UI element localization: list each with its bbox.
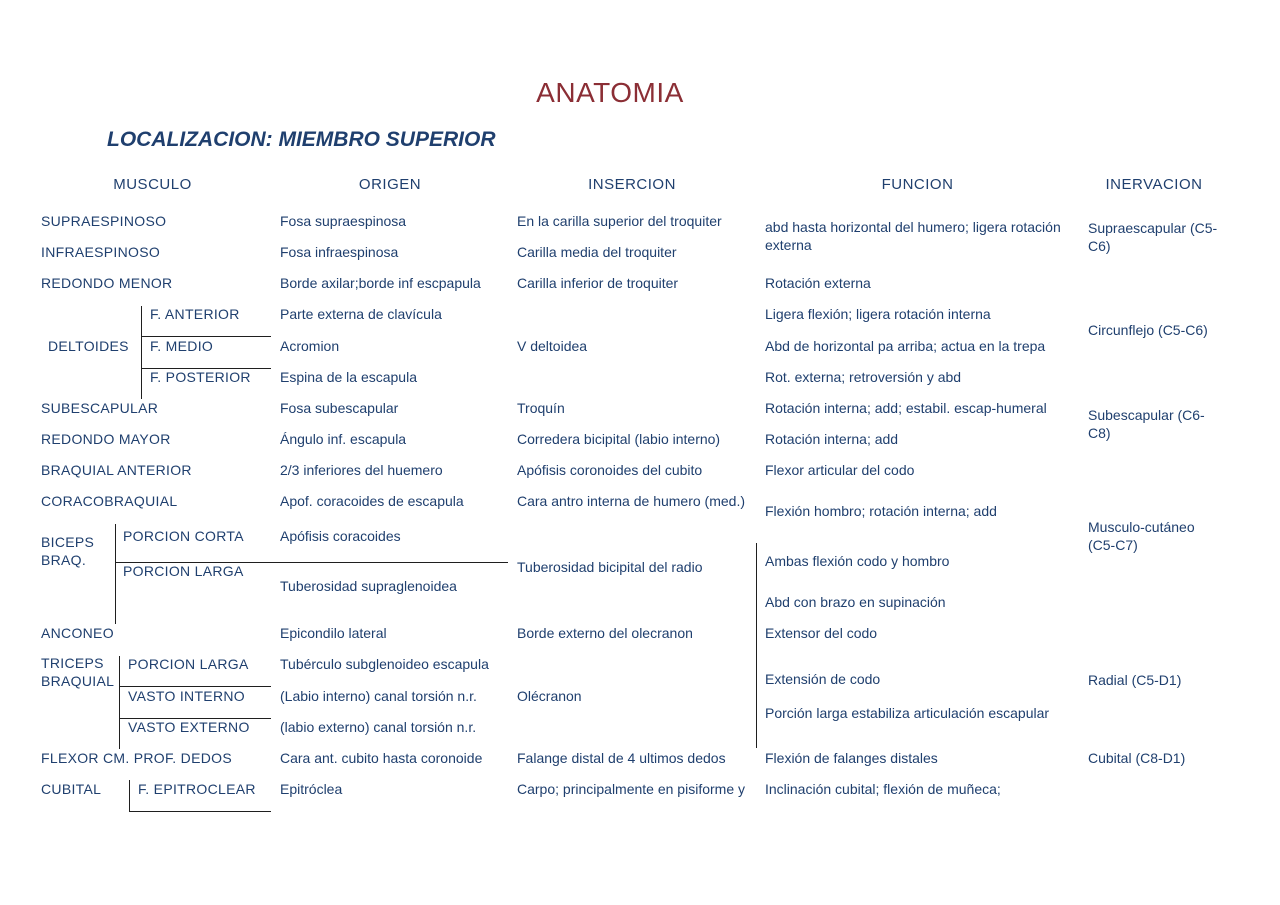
musculo-deltoides: DELTOIDES <box>48 338 129 354</box>
insercion-flexor-profundo: Falange distal de 4 ultimos dedos <box>517 750 726 766</box>
biceps-divider <box>115 562 508 563</box>
insercion-deltoides: V deltoidea <box>517 338 588 354</box>
biceps-bracket-line <box>115 524 116 624</box>
funcion-supra-infra: abd hasta horizontal del humero; ligera rotación externa <box>765 219 1061 253</box>
inervacion-circunflejo: Circunflejo (C5-C6) <box>1088 322 1208 338</box>
header-inervacion: INERVACION <box>1105 176 1203 193</box>
origen-deltoides-posterior: Espina de la escapula <box>280 369 417 385</box>
triceps-bracket-line <box>119 656 120 749</box>
musculo-biceps: BICEPS BRAQ. <box>41 534 95 568</box>
header-origen: ORIGEN <box>358 176 422 193</box>
musculo-biceps-corta: PORCION CORTA <box>123 528 244 544</box>
triceps-divider-2 <box>119 718 271 719</box>
funcion-deltoides-anterior: Ligera flexión; ligera rotación interna <box>765 306 991 322</box>
origen-triceps-externo: (labio externo) canal torsión n.r. <box>280 719 477 735</box>
header-musculo: MUSCULO <box>113 176 192 193</box>
page-subtitle: LOCALIZACION: MIEMBRO SUPERIOR <box>107 128 496 151</box>
inervacion-subescapular: Subescapular (C6-C8) <box>1088 407 1205 441</box>
musculo-triceps-externo: VASTO EXTERNO <box>128 719 250 735</box>
inervacion-musculocutaneo: Musculo-cutáneo (C5-C7) <box>1088 519 1195 553</box>
musculo-triceps-larga: PORCION LARGA <box>128 656 249 672</box>
funcion-deltoides-medio: Abd de horizontal pa arriba; actua en la trepa <box>765 338 1046 354</box>
insercion-braquial-anterior: Apófisis coronoides del cubito <box>517 462 703 478</box>
insercion-supraespinoso: En la carilla superior del troquiter <box>517 213 722 229</box>
insercion-biceps: Tuberosidad bicipital del radio <box>517 559 703 575</box>
origen-coracobraquial: Apof. coracoides de escapula <box>280 493 464 509</box>
header-insercion: INSERCION <box>588 176 676 193</box>
deltoides-bracket-line <box>141 306 142 399</box>
musculo-cubital-epitroclear: F. EPITROCLEAR <box>138 781 256 797</box>
funcion-bracket-line <box>756 543 757 748</box>
funcion-triceps-larga: Porción larga estabiliza articulación escapular <box>765 705 1050 721</box>
funcion-deltoides-posterior: Rot. externa; retroversión y abd <box>765 369 962 385</box>
musculo-infraespinoso: INFRAESPINOSO <box>41 244 161 260</box>
origen-flexor-profundo: Cara ant. cubito hasta coronoide <box>280 750 483 766</box>
origen-redondo-menor: Borde axilar;borde inf escpapula <box>280 275 481 291</box>
origen-supraespinoso: Fosa supraespinosa <box>280 213 407 229</box>
insercion-redondo-mayor: Corredera bicipital (labio interno) <box>517 431 721 447</box>
origen-infraespinoso: Fosa infraespinosa <box>280 244 399 260</box>
musculo-braquial-anterior: BRAQUIAL ANTERIOR <box>41 462 192 478</box>
musculo-subescapular: SUBESCAPULAR <box>41 400 159 416</box>
inervacion-cubital: Cubital (C8-D1) <box>1088 750 1186 766</box>
insercion-redondo-menor: Carilla inferior de troquiter <box>517 275 679 291</box>
funcion-anconeo: Extensor del codo <box>765 625 878 641</box>
origen-deltoides-medio: Acromion <box>280 338 340 354</box>
origen-redondo-mayor: Ángulo inf. escapula <box>280 431 407 447</box>
funcion-coracobraquial: Flexión hombro; rotación interna; add <box>765 503 997 519</box>
funcion-redondo-mayor: Rotación interna; add <box>765 431 899 447</box>
musculo-deltoides-posterior: F. POSTERIOR <box>150 369 251 385</box>
funcion-braquial-anterior: Flexor articular del codo <box>765 462 915 478</box>
funcion-subescapular: Rotación interna; add; estabil. escap-humeral <box>765 400 1047 416</box>
funcion-triceps: Extensión de codo <box>765 671 881 687</box>
deltoides-divider-1 <box>141 336 271 337</box>
funcion-flexor-profundo: Flexión de falanges distales <box>765 750 938 766</box>
origen-subescapular: Fosa subescapular <box>280 400 399 416</box>
musculo-cubital: CUBITAL <box>41 781 102 797</box>
musculo-deltoides-medio: F. MEDIO <box>150 338 214 354</box>
musculo-triceps: TRICEPS BRAQUIAL <box>41 655 115 689</box>
inervacion-supraescapular: Supraescapular (C5-C6) <box>1088 220 1218 254</box>
funcion-biceps-larga: Abd con brazo en supinación <box>765 594 946 610</box>
insercion-infraespinoso: Carilla media del troquiter <box>517 244 677 260</box>
insercion-subescapular: Troquín <box>517 400 565 416</box>
inervacion-radial: Radial (C5-D1) <box>1088 672 1182 688</box>
musculo-supraespinoso: SUPRAESPINOSO <box>41 213 167 229</box>
insercion-coracobraquial: Cara antro interna de humero (med.) <box>517 493 745 509</box>
origen-anconeo: Epicondilo lateral <box>280 625 387 641</box>
musculo-triceps-interno: VASTO INTERNO <box>128 688 245 704</box>
insercion-anconeo: Borde externo del olecranon <box>517 625 693 641</box>
insercion-cubital: Carpo; principalmente en pisiforme y <box>517 781 745 797</box>
origen-biceps-larga: Tuberosidad supraglenoidea <box>280 578 457 594</box>
musculo-biceps-larga: PORCION LARGA <box>123 563 244 579</box>
triceps-divider-1 <box>119 686 271 687</box>
funcion-cubital: Inclinación cubital; flexión de muñeca; <box>765 781 1001 797</box>
origen-biceps-corta: Apófisis coracoides <box>280 528 401 544</box>
origen-triceps-larga: Tubérculo subglenoideo escapula <box>280 656 489 672</box>
deltoides-divider-2 <box>141 368 271 369</box>
header-funcion: FUNCION <box>881 176 954 193</box>
cubital-divider <box>129 811 271 812</box>
funcion-redondo-menor: Rotación externa <box>765 275 871 291</box>
origen-deltoides-anterior: Parte externa de clavícula <box>280 306 442 322</box>
musculo-anconeo: ANCONEO <box>41 625 114 641</box>
cubital-bracket-line <box>129 780 130 811</box>
musculo-redondo-menor: REDONDO MENOR <box>41 275 173 291</box>
origen-triceps-interno: (Labio interno) canal torsión n.r. <box>280 688 477 704</box>
origen-cubital: Epitróclea <box>280 781 343 797</box>
musculo-coracobraquial: CORACOBRAQUIAL <box>41 493 178 509</box>
musculo-flexor-profundo: FLEXOR CM. PROF. DEDOS <box>41 750 232 766</box>
insercion-triceps: Olécranon <box>517 688 582 704</box>
page-title: ANATOMIA <box>536 77 684 108</box>
musculo-deltoides-anterior: F. ANTERIOR <box>150 306 240 322</box>
musculo-redondo-mayor: REDONDO MAYOR <box>41 431 171 447</box>
funcion-biceps-ambas: Ambas flexión codo y hombro <box>765 553 950 569</box>
origen-braquial-anterior: 2/3 inferiores del huemero <box>280 462 443 478</box>
